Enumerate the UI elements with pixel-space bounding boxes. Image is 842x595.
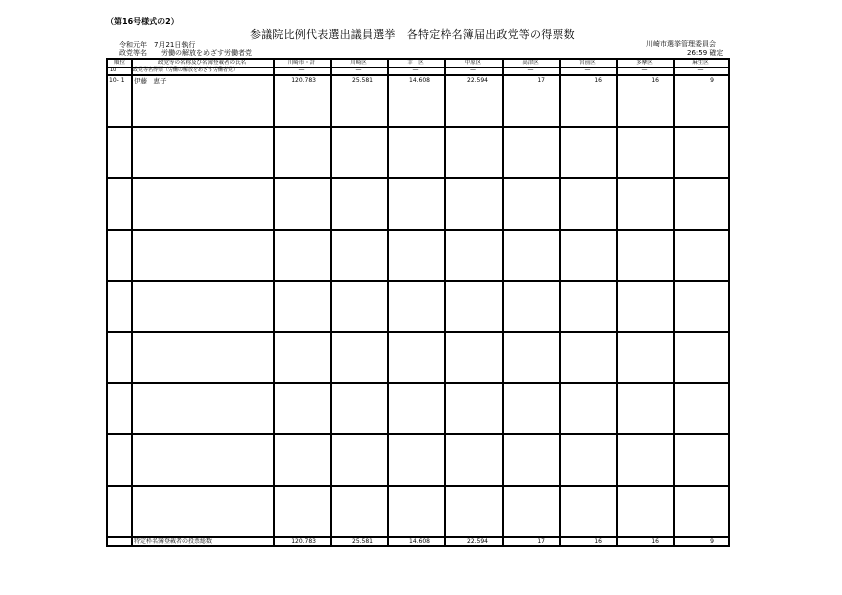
form-number: （第16号様式の2）: [106, 17, 179, 26]
party-value: —: [527, 66, 534, 73]
row-divider: [108, 126, 728, 128]
vote-count: 25.581: [352, 77, 373, 84]
total-vote-count: 25.581: [352, 537, 373, 545]
party-value: —: [641, 66, 648, 73]
election-date: 令和元年 7月21日執行: [119, 41, 196, 49]
candidate-name: 伊藤 恵子: [134, 77, 167, 85]
column-header: 多摩区: [636, 60, 653, 66]
committee-name: 川崎市選挙管理委員会: [646, 40, 716, 48]
vote-count: 22.594: [467, 77, 488, 84]
column-divider: [673, 60, 675, 545]
party-name: 政党等名得票（労働の解放をめざす労働者党）: [133, 67, 239, 73]
column-header: 高津区: [522, 60, 539, 66]
row-divider: [108, 280, 728, 282]
candidate-rank: 10- 1: [109, 77, 125, 84]
total-label: 特定枠名簿登載者の投票総数: [134, 537, 213, 545]
vote-count: 16: [651, 77, 659, 84]
confirmation-time: 26:59 確定: [687, 49, 724, 57]
vote-count: 16: [594, 77, 602, 84]
party-value: —: [697, 66, 704, 73]
document-title: 参議院比例代表選出議員選挙 各特定枠名簿届出政党等の得票数: [250, 28, 575, 41]
row-divider: [108, 229, 728, 231]
party-value: —: [298, 66, 305, 73]
total-vote-count: 120.783: [291, 537, 316, 545]
column-divider: [559, 60, 561, 545]
row-divider: [108, 177, 728, 179]
column-divider: [444, 60, 446, 545]
column-header: 川崎市・計: [287, 60, 316, 66]
column-divider: [330, 60, 332, 545]
row-divider: [108, 382, 728, 384]
column-divider: [502, 60, 504, 545]
total-vote-count: 9: [710, 537, 714, 545]
total-vote-count: 16: [594, 537, 602, 545]
party-value: —: [470, 66, 476, 73]
total-vote-count: 16: [651, 537, 659, 545]
party-row-divider: [108, 74, 728, 76]
vote-count: 120.783: [291, 77, 316, 84]
total-vote-count: 17: [537, 537, 545, 545]
row-divider: [108, 433, 728, 435]
total-vote-count: 14.608: [409, 537, 430, 545]
column-header: 幸 区: [407, 60, 424, 66]
results-table: [106, 58, 730, 547]
party-value: —: [584, 66, 591, 73]
column-divider: [273, 60, 275, 545]
party-value: —: [355, 66, 362, 73]
column-divider: [131, 60, 133, 545]
vote-count: 9: [710, 77, 714, 84]
column-header: 川崎区: [350, 60, 367, 66]
row-divider: [108, 485, 728, 487]
party-name-line: 政党等名 労働の解放をめざす労働者党: [119, 49, 252, 57]
column-header: 麻生区: [692, 60, 709, 66]
column-divider: [387, 60, 389, 545]
total-vote-count: 22.594: [467, 537, 488, 545]
party-rank: 10: [110, 67, 117, 73]
vote-count: 14.608: [409, 77, 430, 84]
column-divider: [616, 60, 618, 545]
row-divider: [108, 331, 728, 333]
column-header: 政党等の名称及び名簿登載者の氏名: [157, 60, 246, 66]
vote-count: 17: [537, 77, 545, 84]
column-header: 順位: [113, 60, 125, 66]
column-header: 宮前区: [579, 60, 596, 66]
column-header: 中原区: [464, 60, 482, 66]
party-value: —: [412, 66, 419, 73]
